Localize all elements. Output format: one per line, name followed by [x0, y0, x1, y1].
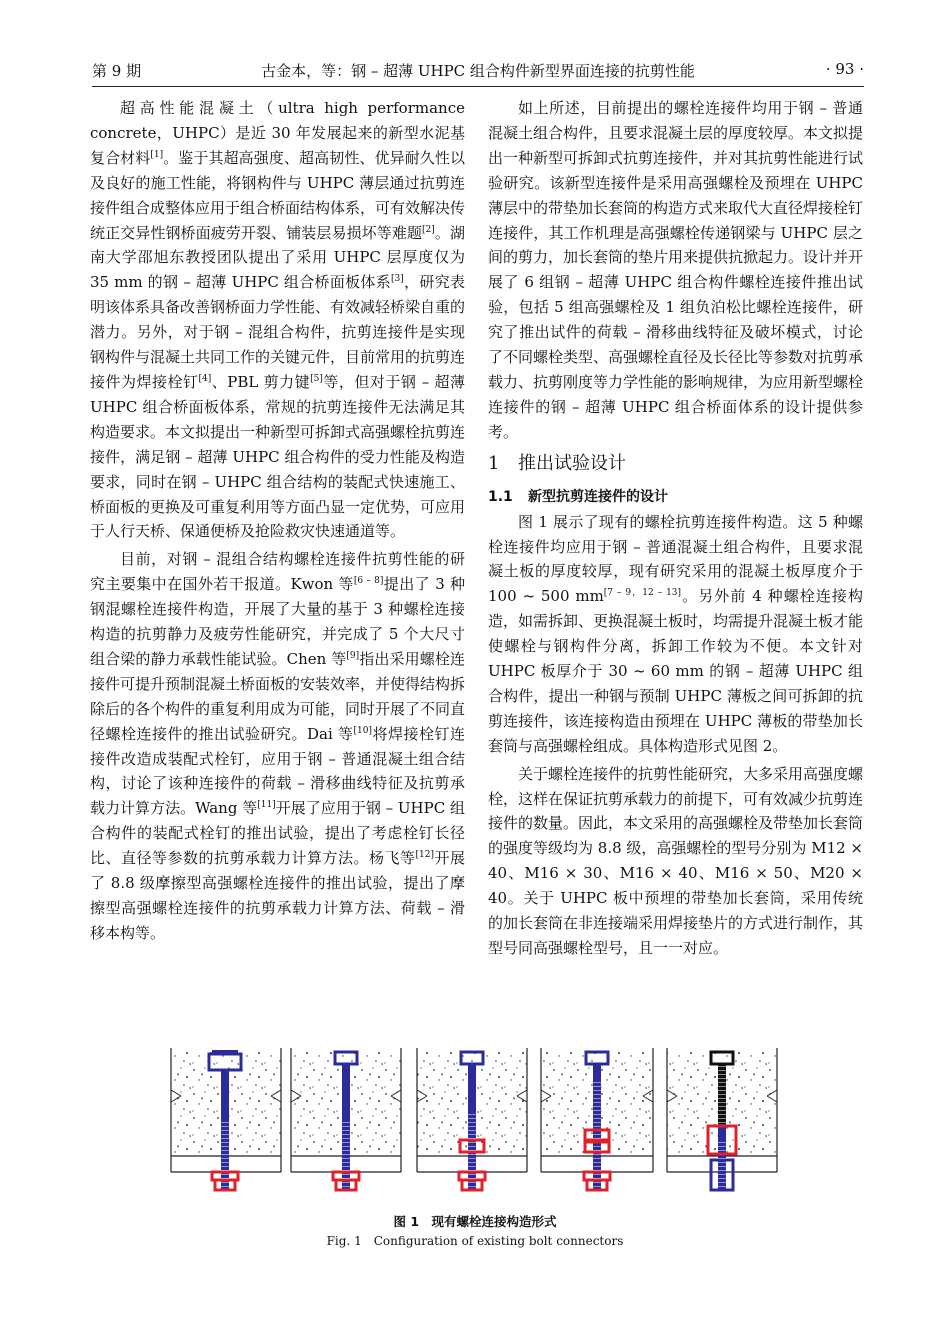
connector-panel-5: [667, 1048, 777, 1190]
citation: [2]: [422, 224, 435, 235]
running-header: [92, 60, 864, 84]
citation: [3]: [391, 274, 404, 285]
intro-paragraph-1: 超高性能混凝土（ultra high performance concrete，UHPC）是近 30 年发展起来的新型水泥基复合材料[1]。鉴于其超高强度、超高韧性、优异耐久性以及良好的施工性能，将钢构件与 UHPC 薄层通过抗剪连接件组合成整体应用于组合桥面结构体系，可有效解决传统正交异性钢桥面疲劳开裂、铺装层易损坏等难题[2]。湖南大学邵旭东教授团队提出了采用 UHPC 层厚度仅为 35 mm 的钢 – 超薄 UHPC 组合桥面板体系[3]，研究表明该体系具备改善钢桥面力学性能、有效减轻桥梁自重的潜力。另外，对于钢 – 混组合构件，抗剪连接件是实现钢构件与混凝土共同工作的关键元件，目前常用的抗剪连接件为焊接栓钉[4]、PBL 剪力键[5]等，但对于钢 – 超薄 UHPC 组合桥面板体系，常规的抗剪连接件无法满足其构造要求。本文拟提出一种新型可拆卸式高强螺栓抗剪连接件，满足钢 – 超薄 UHPC 组合构件的受力性能及构造要求，同时在钢 – UHPC 组合结构的装配式快速施工、桥面板的更换及可重复利用等方面凸显一定优势，可应用于人行天桥、保通便桥及抢险救灾快速通道等。: [90, 99, 466, 541]
citation: [6 – 8]: [353, 576, 384, 587]
header-rule: [92, 86, 864, 87]
intro-paragraph-3: 如上所述，目前提出的螺栓连接件均用于钢 – 普通混凝土组合构件，且要求混凝土层的厚度较厚。本文拟提出一种新型可拆卸式抗剪连接件，并对其抗剪性能进行试验研究。该新型连接件是采用高强螺栓及预埋在 UHPC 薄层中的带垫加长套筒的构造方式来取代大直径焊接栓钉连接件，其工作机理是高强螺栓传递钢梁与 UHPC 层之间的剪力，加长套筒的垫片用来提供抗掀起力。设计并开展了 6 组钢 – 超薄 UHPC 组合构件螺栓连接件推出试验，包括 5 组高强螺栓及 1 组负泊松比螺栓连接件，研究了推出试件的荷载 – 滑移曲线特征及破坏模式，讨论了不同螺栓类型、高强螺栓直径及长径比等参数对抗剪承载力、抗剪刚度等力学性能的影响规律，为应用新型螺栓连接件的钢 – 超薄 UHPC 组合桥面体系的设计提供参考。: [488, 99, 864, 441]
citation: [9]: [346, 650, 360, 661]
page-number: · 93 ·: [825, 60, 864, 78]
connector-panel-2: [291, 1048, 401, 1190]
citation: [12]: [415, 850, 434, 861]
intro-paragraph-2: 目前，对钢 – 混组合结构螺栓连接件抗剪性能的研究主要集中在国外若干报道。Kwon 等[6 – 8]提出了 3 种钢混螺栓连接件构造，开展了大量的基于 3 种螺栓连接构造的抗剪静力及疲劳性能研究，并完成了 5 个大尺寸组合梁的静力承载性能试验。Chen 等[9]指出采用螺栓连接件可提升预制混凝土桥面板的安装效率，并使得结构拆除后的各个构件的重复利用成为可能，同时开展了不同直径螺栓连接件的推出试验研究。Dai 等[10]将焊接栓钉连接件改造成装配式栓钉，应用于钢 – 普通混凝土组合结构，讨论了该种连接件的荷载 – 滑移曲线特征及抗剪承载力计算方法。Wang 等[11]开展了应用于钢 – UHPC 组合构件的装配式栓钉的推出试验，提出了考虑栓钉长径比、直径等参数的抗剪承载力计算方法。杨飞等[12]开展了 8.8 级摩擦型高强螺栓连接件的推出试验，提出了摩擦型高强螺栓连接件的抗剪承载力计算方法、荷载 – 滑移本构等。: [90, 550, 466, 942]
left-column: [90, 96, 465, 946]
citation: [1]: [150, 149, 164, 160]
issue-number: 第 9 期: [92, 62, 142, 80]
connector-panel-3: [417, 1048, 527, 1190]
citation: [4]: [198, 373, 212, 384]
citation: [10]: [353, 725, 372, 736]
figure-caption-en: Fig. 1 Configuration of existing bolt connectors: [326, 1234, 624, 1248]
figure-1-bolt-connectors: [167, 1042, 783, 1210]
section-heading: 1 推出试验设计: [488, 452, 626, 474]
citation: [5]: [310, 373, 323, 384]
design-paragraph-2: 关于螺栓连接件的抗剪性能研究，大多采用高强度螺栓，这样在保证抗剪承载力的前提下，可有效减少抗剪连接件的数量。因此，本文采用的高强螺栓及带垫加长套筒的强度等级均为 8.8 级，高强螺栓的型号分别为 M12 × 40、M16 × 30、M16 × 40、M16 × 50、M20 × 40。关于 UHPC 板中预埋的带垫加长套筒，采用传统的加长套筒在非连接端采用焊接垫片的方式进行制作，其型号同高强螺栓型号，且一一对应。: [488, 764, 864, 957]
right-column: [488, 96, 863, 961]
connector-panel-1: [171, 1048, 281, 1190]
running-title: 古金本，等：钢 – 超薄 UHPC 组合构件新型界面连接的抗剪性能: [261, 62, 695, 80]
connector-panel-4: [541, 1048, 653, 1190]
citation: [11]: [257, 800, 276, 811]
design-paragraph-1: 图 1 展示了现有的螺栓抗剪连接件构造。这 5 种螺栓连接件均应用于钢 – 普通混凝土组合构件，且要求混凝土板的厚度较厚，现有研究采用的混凝土板厚度介于 100 ~ 500 mm[7 – 9，12 – 13]。另外前 4 种螺栓连接构造，如需拆卸、更换混凝土板时，均需提升混凝土板才能使螺栓与钢构件分离，拆卸工作较为不便。本文针对 UHPC 板厚介于 30 ~ 60 mm 的钢 – 超薄 UHPC 组合构件，提出一种钢与预制 UHPC 薄板之间可拆卸的抗剪连接件，该连接构造由预埋在 UHPC 薄板的带垫加长套筒与高强螺栓组成。具体构造形式见图 2。: [488, 512, 864, 755]
figure-caption-cn: 图 1 现有螺栓连接构造形式: [393, 1214, 557, 1229]
citation: [7 – 9，12 – 13]: [603, 588, 682, 599]
subsection-heading: 1.1 新型抗剪连接件的设计: [488, 488, 668, 505]
